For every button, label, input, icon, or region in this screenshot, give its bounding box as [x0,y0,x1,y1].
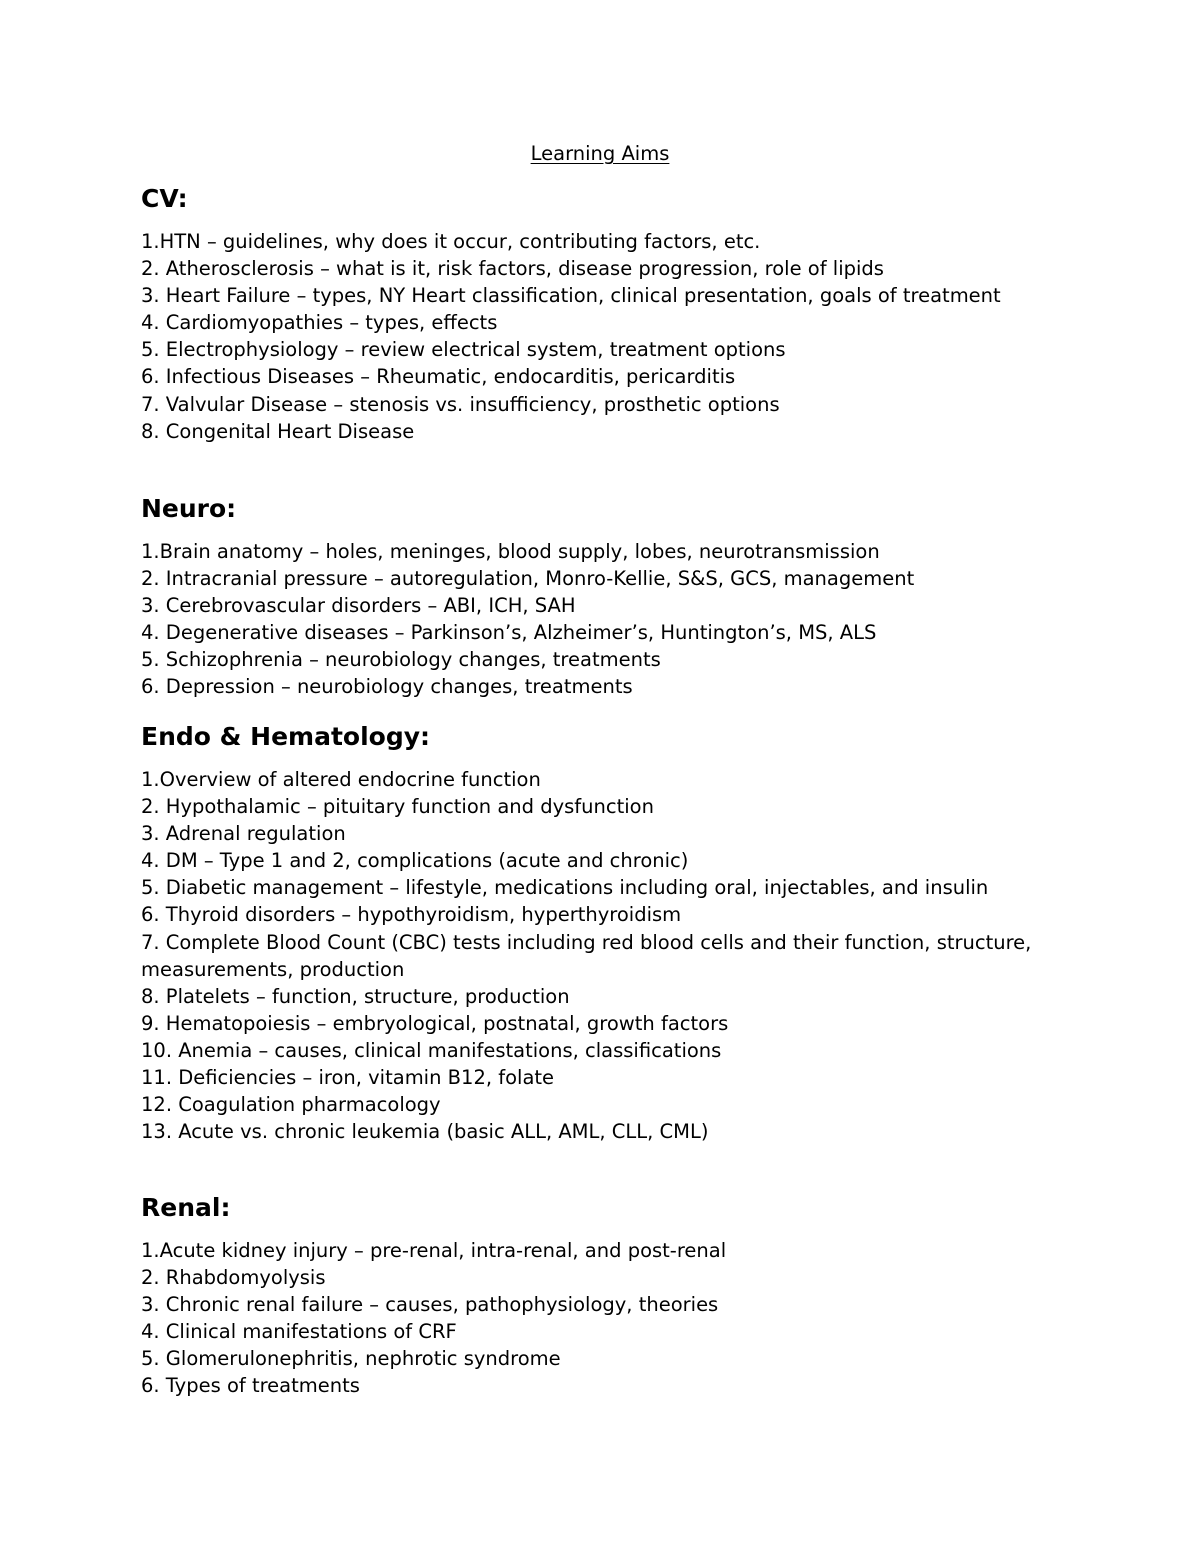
aims-list [141,766,1041,1145]
list-item: 8. Congenital Heart Disease [141,419,415,443]
list-item: 6. Depression – neurobiology changes, treatments [141,675,633,699]
list-item: 6. Types of treatments [141,1374,360,1398]
list-item: 4. DM – Type 1 and 2, complications (acute and chronic) [141,849,689,873]
list-item: 3. Chronic renal failure – causes, pathophysiology, theories [141,1293,719,1317]
list-item: 3. Adrenal regulation [141,822,346,846]
list-item: 10. Anemia – causes, clinical manifestations, classifications [141,1038,722,1062]
aims-list [141,228,1041,445]
section-renal [141,1193,1041,1400]
list-item: 13. Acute vs. chronic leukemia (basic ALL, AML, CLL, CML) [141,1120,709,1144]
list-item: 4. Clinical manifestations of CRF [141,1320,457,1344]
list-item: 2. Atherosclerosis – what is it, risk factors, disease progression, role of lipids [141,257,884,281]
list-item: 2. Rhabdomyolysis [141,1266,326,1290]
list-item: 1.Acute kidney injury – pre-renal, intra-renal, and post-renal [141,1239,727,1262]
list-item: 1.Overview of altered endocrine function [141,768,541,791]
list-item: 11. Deficiencies – iron, vitamin B12, folate [141,1066,555,1090]
document-title: Learning Aims [530,142,670,165]
section-cv [141,184,1041,445]
list-item: 4. Degenerative diseases – Parkinson’s, Alzheimer’s, Huntington’s, MS, ALS [141,621,877,645]
section-heading: Renal: [141,1193,231,1222]
list-item: 6. Thyroid disorders – hypothyroidism, hyperthyroidism [141,903,682,927]
aims-list [141,1237,1041,1400]
section-heading: CV: [141,184,188,213]
list-item: 6. Infectious Diseases – Rheumatic, endocarditis, pericarditis [141,365,736,389]
list-item: 3. Cerebrovascular disorders – ABI, ICH, SAH [141,594,576,618]
aims-list [141,538,1041,701]
list-item: 3. Heart Failure – types, NY Heart classification, clinical presentation, goals of treatment [141,284,1001,308]
section-endo-hematology [141,722,1041,1145]
list-item: 5. Glomerulonephritis, nephrotic syndrome [141,1347,561,1371]
list-item: 1.HTN – guidelines, why does it occur, contributing factors, etc. [141,230,761,253]
section-heading: Neuro: [141,494,237,523]
section-neuro [141,494,1041,701]
list-item: 5. Diabetic management – lifestyle, medications including oral, injectables, and insulin [141,876,989,900]
list-item: 7. Complete Blood Count (CBC) tests including red blood cells and their function, structure, measurements, production [141,930,1032,981]
list-item: 12. Coagulation pharmacology [141,1093,441,1117]
list-item: 5. Schizophrenia – neurobiology changes, treatments [141,648,661,672]
list-item: 1.Brain anatomy – holes, meninges, blood supply, lobes, neurotransmission [141,540,880,563]
list-item: 4. Cardiomyopathies – types, effects [141,311,498,335]
list-item: 5. Electrophysiology – review electrical system, treatment options [141,338,786,362]
list-item: 2. Hypothalamic – pituitary function and dysfunction [141,795,654,819]
list-item: 9. Hematopoiesis – embryological, postnatal, growth factors [141,1011,729,1035]
list-item: 2. Intracranial pressure – autoregulation, Monro-Kellie, S&S, GCS, management [141,567,915,591]
list-item: 7. Valvular Disease – stenosis vs. insufficiency, prosthetic options [141,392,780,416]
list-item: 8. Platelets – function, structure, production [141,984,570,1008]
section-heading: Endo & Hematology: [141,722,431,751]
